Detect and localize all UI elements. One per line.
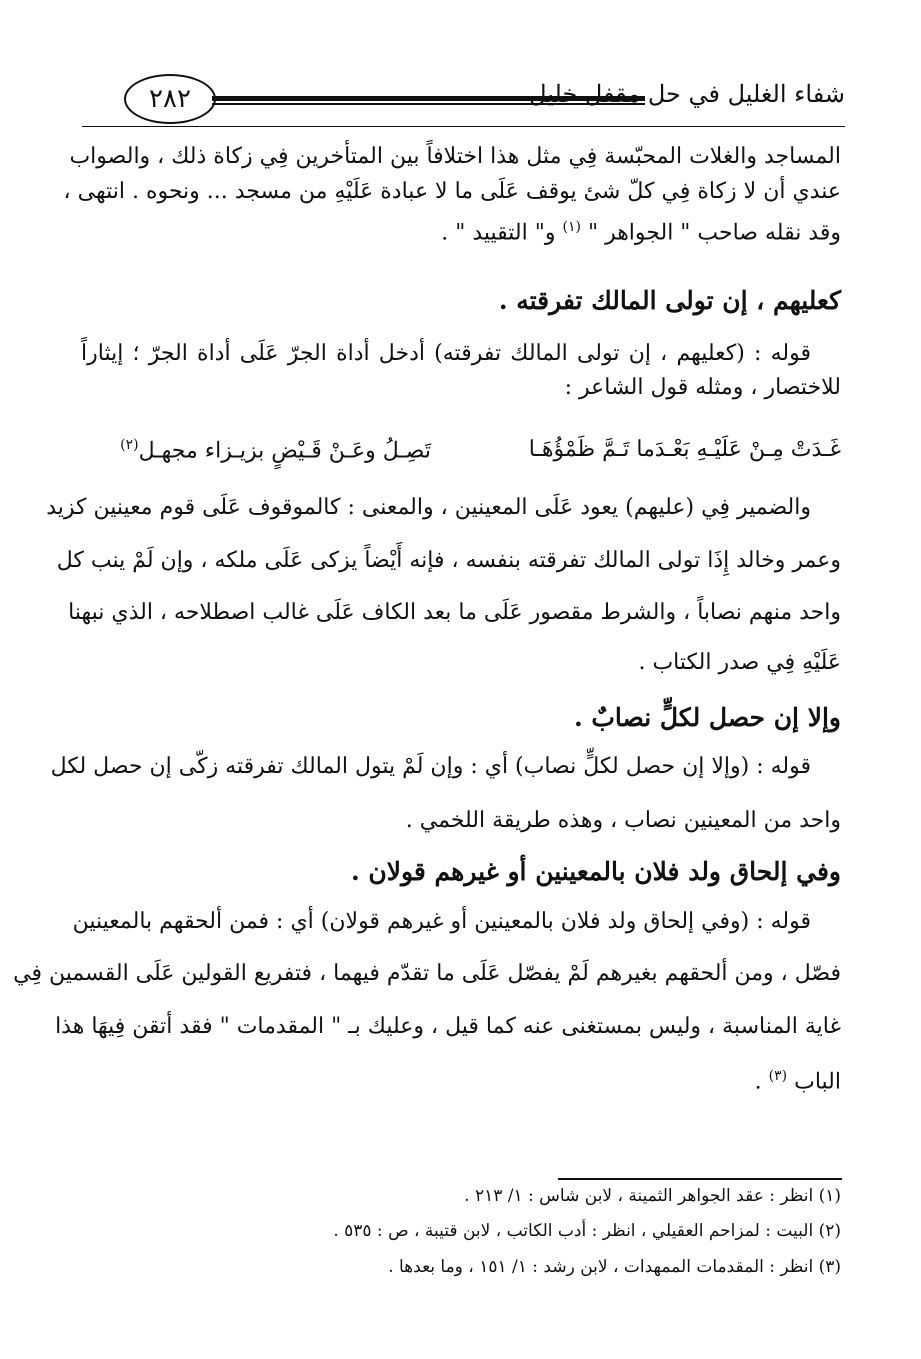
verse-second-text: تَصِـلُ وعَـنْ قَـيْضٍ بزيـزاء مجهـل bbox=[138, 438, 431, 464]
book-title: شفاء الغليل في حل مقفل خليل bbox=[529, 80, 845, 108]
text-line-12: قوله : (وإلا إن حصل لكلٍّ نصاب) أي : وإن لَمْ يتول المالك تفرقته زكّى إن حصل لكل bbox=[50, 754, 811, 779]
text-line-18-period: . bbox=[754, 1069, 762, 1095]
footnote-1: (١) انظر : عقد الجواهر الثمينة ، لابن شاس : ١/ ٢١٣ . bbox=[464, 1186, 841, 1206]
text-line-3 bbox=[81, 212, 841, 248]
text-line-18 bbox=[81, 1061, 841, 1097]
text-line-7: والضمير فِي (عليهم) يعود عَلَى المعينين ، والمعنى : كالموقوف عَلَى قوم معينين كزيد bbox=[46, 495, 811, 520]
footnote-2: (٢) البيت : لمزاحم العقيلي ، انظر : أدب الكاتب ، لابن قتيبة ، ص : ٥٣٥ . bbox=[333, 1221, 841, 1241]
page-number: ٢٨٢ bbox=[124, 74, 216, 124]
verse-second-hemistich bbox=[120, 437, 431, 463]
text-line-3-main: وقد نقله صاحب " الجواهر " bbox=[587, 220, 841, 246]
poetry-verse bbox=[81, 437, 841, 473]
text-line-8: وعمر وخالد إِذَا تولى المالك تفرقته بنفسه ، فإنه أَيْضاً يزكى عَلَى ملكه ، وإن لَمْ ينب كل bbox=[56, 548, 841, 573]
text-line-10: عَلَيْهِ فِي صدر الكتاب . bbox=[638, 650, 841, 675]
text-line-2: عندي أن لا زكاة فِي كلّ شئ يوقف عَلَى ما لا عبادة عَلَيْهِ من مسجد ... ونحوه . انتهى ، bbox=[63, 179, 841, 204]
text-line-16: فصّل ، ومن ألحقهم بغيرهم لَمْ يفصّل عَلَى ما تقدّم فيهما ، فتفريع القولين عَلَى القسمين فِي bbox=[13, 961, 841, 986]
footnote-ref-3: (٣) bbox=[768, 1068, 788, 1084]
matn-heading-3: وفي إلحاق ولد فلان بالمعينين أو غيرهم قولان . bbox=[350, 857, 841, 886]
text-line-3-tail: و" التقييد " . bbox=[441, 220, 556, 246]
text-line-6: للاختصار ، ومثله قول الشاعر : bbox=[564, 375, 841, 400]
text-line-18-main: الباب bbox=[794, 1069, 841, 1095]
verse-first-hemistich: غَـدَتْ مِـنْ عَلَيْـهِ بَعْـدَما تَـمَّ ظَمْؤُهَـا bbox=[528, 437, 841, 462]
footnote-ref-1: (١) bbox=[562, 219, 581, 235]
text-line-5: قوله : (كعليهم ، إن تولى المالك تفرقته) أدخل أداة الجرّ عَلَى أداة الجرّ ؛ إيثاراً bbox=[81, 341, 811, 366]
footnote-3: (٣) انظر : المقدمات الممهدات ، لابن رشد : ١/ ١٥١ ، وما بعدها . bbox=[388, 1257, 841, 1277]
matn-heading-1: كعليهم ، إن تولى المالك تفرقته . bbox=[498, 286, 841, 315]
text-line-9: واحد منهم نصاباً ، والشرط مقصور عَلَى ما بعد الكاف عَلَى غالب اصطلاحه ، الذي نبهنا bbox=[68, 600, 841, 625]
footnote-ref-2: (٢) bbox=[120, 437, 139, 453]
header-divider bbox=[82, 126, 845, 127]
text-line-13: واحد من المعينين نصاب ، وهذه طريقة اللخمي . bbox=[405, 808, 841, 833]
text-line-17: غاية المناسبة ، وليس بمستغنى عنه كما قيل ، وعليك بـ " المقدمات " فقد أتقن فِيهَا هذا bbox=[55, 1014, 841, 1039]
page-header bbox=[82, 74, 845, 130]
footnote-divider bbox=[558, 1178, 842, 1180]
text-line-1: المساجد والغلات المحبّسة فِي مثل هذا اختلافاً بين المتأخرين فِي زكاة ذلك ، والصواب bbox=[69, 144, 841, 169]
text-line-15: قوله : (وفي إلحاق ولد فلان بالمعينين أو غيرهم قولان) أي : فمن ألحقهم بالمعينين bbox=[72, 909, 811, 934]
matn-heading-2: وإلا إن حصل لكلٍّ نصابٌ . bbox=[573, 703, 841, 732]
